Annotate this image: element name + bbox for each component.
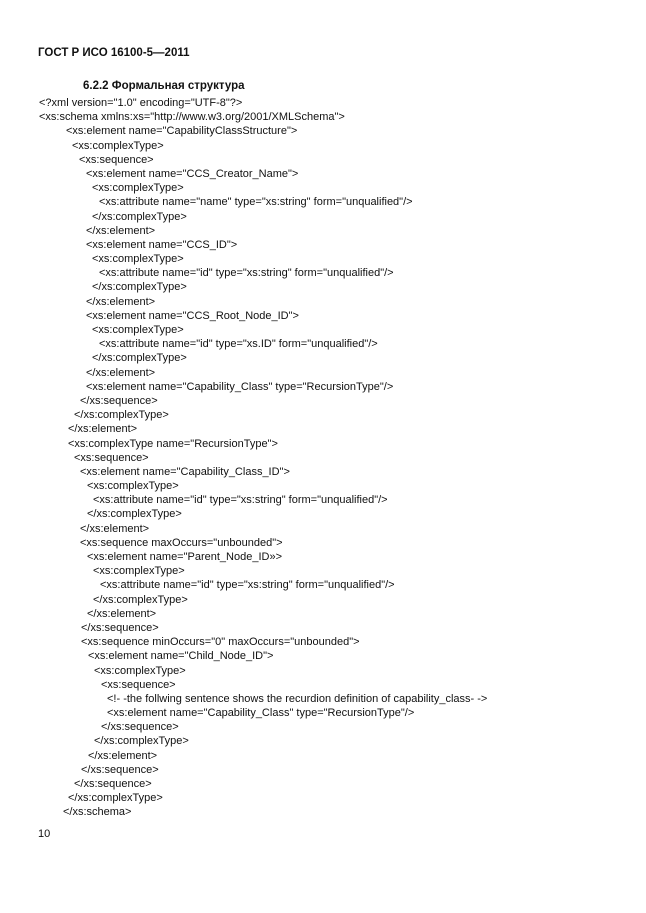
code-line: <xs:element name="CCS_Creator_Name"> bbox=[86, 167, 299, 180]
code-line: </xs:sequence> bbox=[81, 621, 159, 634]
code-line: </xs:element> bbox=[86, 224, 156, 237]
code-line: </xs:complexType> bbox=[68, 792, 163, 805]
code-line: </xs:complexType> bbox=[92, 352, 187, 365]
code-line: </xs:complexType> bbox=[74, 409, 169, 422]
code-line: <xs:complexType> bbox=[93, 565, 185, 578]
xml-schema-listing bbox=[0, 96, 487, 820]
code-line: </xs:sequence> bbox=[80, 394, 158, 407]
page-number: 10 bbox=[38, 828, 51, 840]
code-line: </xs:sequence> bbox=[101, 721, 179, 734]
code-line: <xs:element name="Capability_Class" type="RecursionType"/> bbox=[86, 380, 394, 393]
code-line: <xs:sequence> bbox=[101, 678, 176, 691]
code-line: </xs:sequence> bbox=[81, 763, 159, 776]
code-line: </xs:complexType> bbox=[94, 735, 189, 748]
code-line: <xs:element name="Child_Node_ID"> bbox=[88, 650, 274, 663]
code-line: <?xml version="1.0" encoding="UTF-8"?> bbox=[39, 97, 243, 109]
code-line: <xs:element name="Parent_Node_ID»> bbox=[87, 551, 282, 563]
code-line: <xs:sequence> bbox=[79, 153, 154, 166]
code-line: <xs:element name="Capability_Class_ID"> bbox=[80, 465, 290, 478]
code-line: <xs:schema xmlns:xs="http://www.w3.org/2001/XMLSchema"> bbox=[39, 111, 345, 124]
code-line: <xs:attribute name="id" type="xs:string" form="unqualified"/> bbox=[100, 579, 395, 592]
code-line: <xs:element name="CCS_Root_Node_ID"> bbox=[86, 309, 299, 322]
code-line: </xs:sequence> bbox=[74, 778, 152, 790]
code-line: <xs:sequence> bbox=[74, 451, 149, 464]
code-line: </xs:element> bbox=[87, 607, 157, 620]
code-line: <xs:element name="CapabilityClassStructure"> bbox=[66, 125, 298, 138]
document-header: ГОСТ Р ИСО 16100-5—2011 bbox=[38, 47, 190, 59]
code-line: </xs:element> bbox=[68, 423, 138, 436]
code-line: <xs:complexType> bbox=[92, 324, 184, 336]
code-line: <xs:element name="Capability_Class" type="RecursionType"/> bbox=[107, 707, 415, 720]
code-line: <xs:complexType> bbox=[94, 664, 186, 677]
section-title: 6.2.2 Формальная структура bbox=[83, 80, 245, 92]
code-line: <xs:complexType> bbox=[87, 480, 179, 493]
code-line: </xs:element> bbox=[86, 295, 156, 308]
code-line: <xs:complexType> bbox=[92, 253, 184, 266]
code-line: </xs:complexType> bbox=[87, 508, 182, 521]
code-line: <xs:attribute name="id" type="xs.ID" form="unqualified"/> bbox=[99, 338, 378, 351]
code-line: </xs:element> bbox=[88, 749, 158, 762]
code-line: <xs:complexType> bbox=[72, 139, 164, 152]
code-line: </xs:complexType> bbox=[92, 281, 187, 294]
code-line: <!- -the follwing sentence shows the recurdion definition of capability_class- -> bbox=[107, 692, 488, 705]
code-line: <xs:attribute name="id" type="xs:string" form="unqualified"/> bbox=[93, 494, 388, 507]
code-line: <xs:sequence maxOccurs="unbounded"> bbox=[80, 536, 283, 549]
code-line: </xs:schema> bbox=[63, 806, 132, 819]
code-line: </xs:complexType> bbox=[93, 593, 188, 606]
code-line: <xs:sequence minOccurs="0" maxOccurs="unbounded"> bbox=[81, 636, 360, 649]
code-line: <xs:complexType> bbox=[92, 182, 184, 195]
code-line: <xs:complexType name="RecursionType"> bbox=[68, 437, 278, 450]
code-line: <xs:element name="CCS_ID"> bbox=[86, 238, 238, 251]
code-line: <xs:attribute name="name" type="xs:string" form="unqualified"/> bbox=[99, 196, 413, 209]
code-line: </xs:element> bbox=[80, 522, 150, 535]
code-line: </xs:complexType> bbox=[92, 210, 187, 223]
code-line: <xs:attribute name="id" type="xs:string" form="unqualified"/> bbox=[99, 267, 394, 280]
code-line: </xs:element> bbox=[86, 366, 156, 379]
